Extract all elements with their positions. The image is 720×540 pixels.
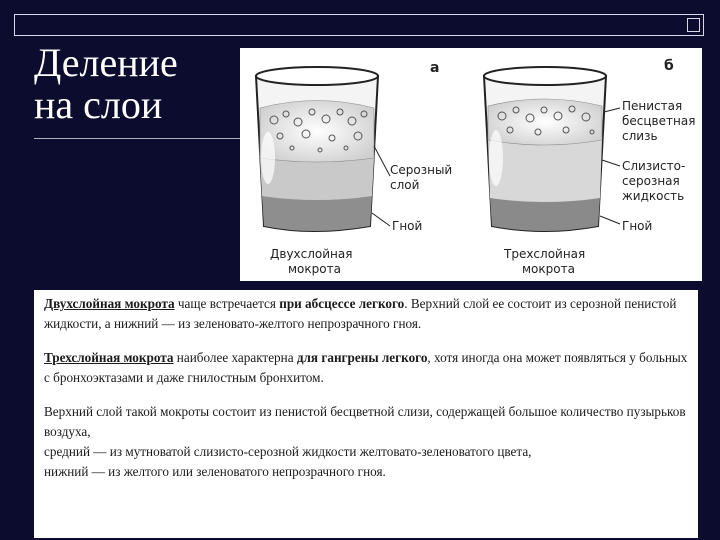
paragraph-middle-layer: средний — из мутноватой слизисто-серозной жидкости желтовато-зеленоватого цвета, xyxy=(44,444,532,459)
caption-a-line1: Двухслойная xyxy=(270,247,353,261)
p2-bold: для гангрены легкого xyxy=(296,350,428,365)
paragraph-top-layer: Верхний слой такой мокроты состоит из пенистой бесцветной слизи, содержащей большое количество пузырьков воздуха, xyxy=(44,404,686,439)
p1-part-a: чаще встречается xyxy=(174,296,280,311)
slide-top-frame xyxy=(14,14,704,36)
glasses-illustration xyxy=(240,48,702,281)
term-three-layer: Трехслойная мокрота xyxy=(44,350,174,365)
callout-mucous-line3: жидкость xyxy=(622,189,685,203)
label-b: б xyxy=(664,58,674,74)
paragraph-bottom-layer: нижний — из желтого или зеленоватого непрозрачного гноя. xyxy=(44,464,386,479)
slide-title xyxy=(34,42,178,126)
title-line-1: Деление xyxy=(34,40,178,85)
frame-box xyxy=(687,18,700,32)
paragraph-three-layer xyxy=(44,348,688,388)
p2-part-a: наиболее характерна xyxy=(173,350,297,365)
caption-a-line2: мокрота xyxy=(288,262,341,276)
callout-foam-line2: бесцветная xyxy=(622,114,696,128)
caption-b-line1: Трехслойная xyxy=(504,247,586,261)
p1-bold: при абсцессе легкого xyxy=(279,296,405,311)
callout-foam-line1: Пенистая xyxy=(622,99,683,113)
glass-b xyxy=(484,67,620,231)
callout-mucous-line2: серозная xyxy=(622,174,680,188)
p1-part-b: . Верхний слой ее состоит из серозной пенистой жидкости, а нижний — из зеленовато-желтого непрозрачного гноя. xyxy=(44,296,677,331)
glass-a xyxy=(256,67,390,231)
title-line-2: на слои xyxy=(34,82,163,127)
label-a: а xyxy=(430,60,440,76)
description-panel xyxy=(34,290,698,538)
title-underline xyxy=(34,138,244,139)
callout-pus-a: Гной xyxy=(392,219,423,233)
callout-serous-line1: Серозный xyxy=(390,163,453,177)
callout-mucous-line1: Слизисто- xyxy=(622,159,686,173)
p2-part-b: , хотя иногда она может появляться у больных с бронхоэктазами и даже гнилостным бронхитом. xyxy=(44,350,688,385)
callout-serous-line2: слой xyxy=(390,178,420,192)
callout-pus-b: Гной xyxy=(622,219,653,233)
caption-b-line2: мокрота xyxy=(522,262,575,276)
callout-foam-line3: слизь xyxy=(622,129,658,143)
term-two-layer: Двухслойная мокрота xyxy=(44,296,175,311)
paragraph-two-layer xyxy=(44,294,688,334)
sputum-layers-figure xyxy=(240,48,702,281)
